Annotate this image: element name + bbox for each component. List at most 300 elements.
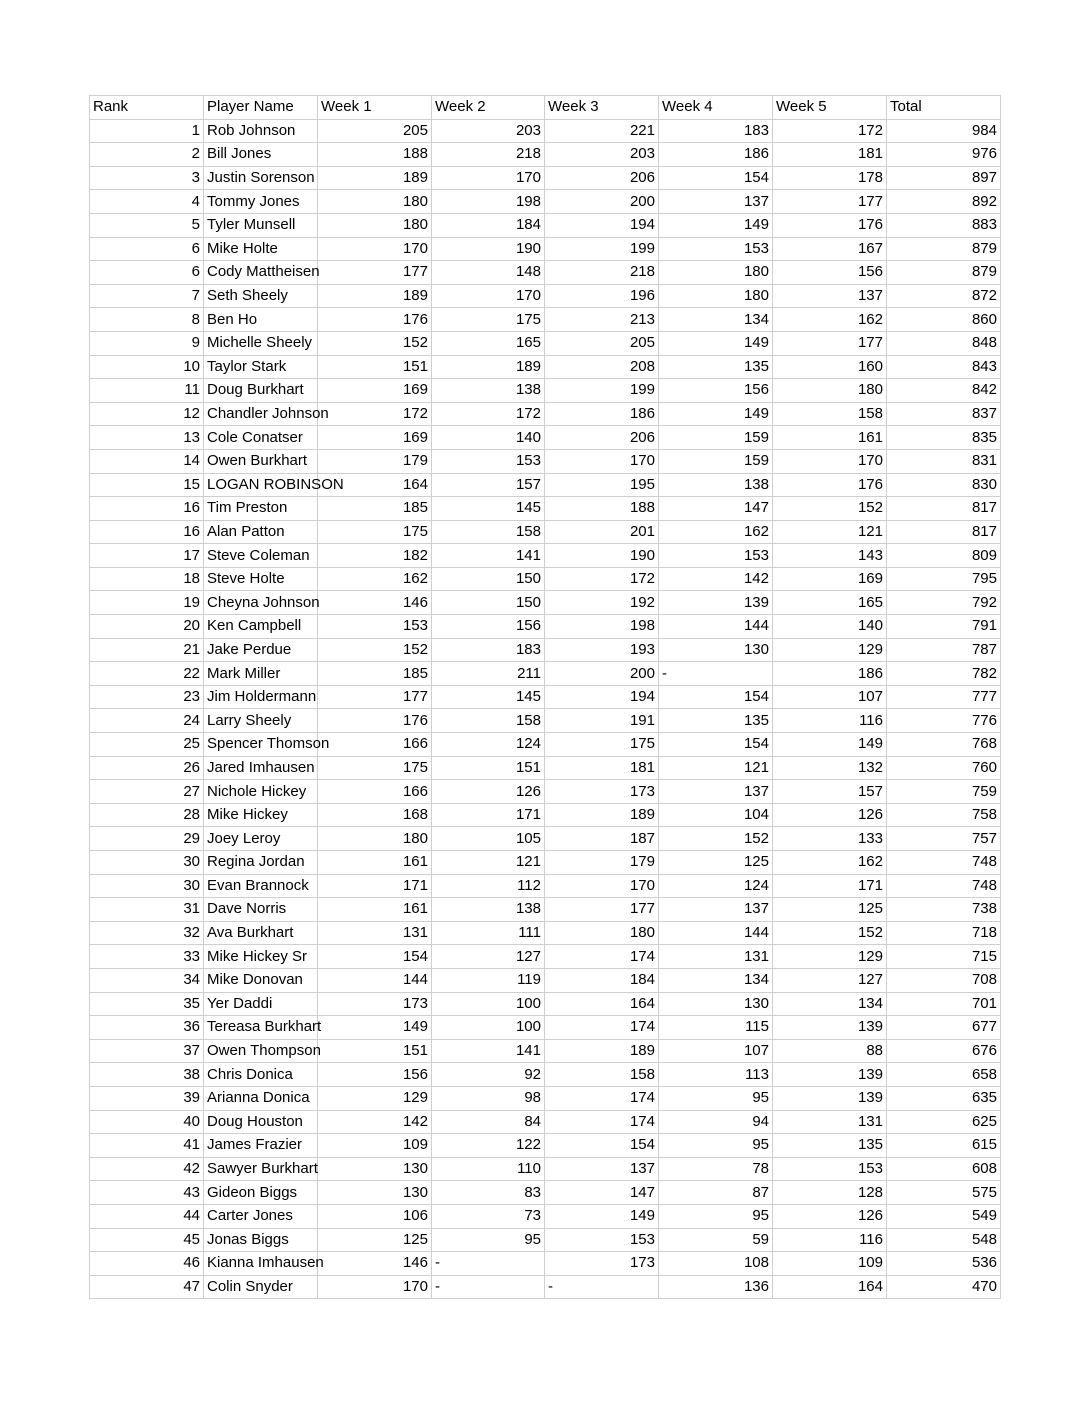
cell-total: 791 (887, 615, 1001, 639)
cell-week-1: 151 (318, 355, 432, 379)
cell-week-1: 151 (318, 1039, 432, 1063)
table-row (90, 426, 1001, 450)
cell-week-2: 170 (432, 166, 545, 190)
table-row (90, 1086, 1001, 1110)
cell-week-2: 73 (432, 1204, 545, 1228)
table-row (90, 1016, 1001, 1040)
cell-week-3: 179 (545, 851, 659, 875)
cell-total: 768 (887, 733, 1001, 757)
cell-rank: 3 (90, 166, 204, 190)
cell-total: 776 (887, 709, 1001, 733)
header-week-2: Week 2 (432, 96, 545, 120)
table-row (90, 166, 1001, 190)
table-row (90, 567, 1001, 591)
cell-player-name: Doug Houston (204, 1110, 318, 1134)
table-row (90, 1228, 1001, 1252)
cell-week-3: 201 (545, 520, 659, 544)
cell-player-name: Alan Patton (204, 520, 318, 544)
cell-week-1: 175 (318, 520, 432, 544)
cell-week-5: 125 (773, 898, 887, 922)
cell-total: 748 (887, 851, 1001, 875)
cell-total: 830 (887, 473, 1001, 497)
cell-week-2: 110 (432, 1157, 545, 1181)
cell-week-3: 198 (545, 615, 659, 639)
cell-rank: 22 (90, 662, 204, 686)
cell-rank: 40 (90, 1110, 204, 1134)
table-row (90, 968, 1001, 992)
cell-week-2: 100 (432, 1016, 545, 1040)
cell-week-5: 134 (773, 992, 887, 1016)
cell-week-3: 189 (545, 803, 659, 827)
cell-week-1: 146 (318, 591, 432, 615)
cell-week-2: 127 (432, 945, 545, 969)
cell-player-name: Tommy Jones (204, 190, 318, 214)
cell-week-1: 146 (318, 1252, 432, 1276)
cell-player-name: Rob Johnson (204, 119, 318, 143)
cell-total: 892 (887, 190, 1001, 214)
cell-week-2: 138 (432, 379, 545, 403)
cell-player-name: Ken Campbell (204, 615, 318, 639)
cell-player-name: Tereasa Burkhart (204, 1016, 318, 1040)
cell-player-name: Tim Preston (204, 497, 318, 521)
cell-week-5: 177 (773, 331, 887, 355)
cell-total: 701 (887, 992, 1001, 1016)
cell-total: 677 (887, 1016, 1001, 1040)
cell-week-4: 94 (659, 1110, 773, 1134)
cell-week-4: 154 (659, 685, 773, 709)
cell-rank: 16 (90, 520, 204, 544)
cell-week-3: 180 (545, 921, 659, 945)
cell-week-5: 107 (773, 685, 887, 709)
cell-rank: 33 (90, 945, 204, 969)
cell-week-5: 140 (773, 615, 887, 639)
cell-rank: 21 (90, 638, 204, 662)
cell-rank: 11 (90, 379, 204, 403)
cell-total: 843 (887, 355, 1001, 379)
cell-week-1: 130 (318, 1181, 432, 1205)
cell-week-5: 176 (773, 473, 887, 497)
cell-week-4: 135 (659, 355, 773, 379)
cell-week-1: 166 (318, 733, 432, 757)
cell-rank: 12 (90, 402, 204, 426)
cell-week-3: 174 (545, 1110, 659, 1134)
cell-week-4: 125 (659, 851, 773, 875)
cell-rank: 34 (90, 968, 204, 992)
table-row (90, 1275, 1001, 1299)
cell-week-2: 98 (432, 1086, 545, 1110)
cell-week-2: 95 (432, 1228, 545, 1252)
table-row (90, 1204, 1001, 1228)
cell-player-name: Dave Norris (204, 898, 318, 922)
cell-player-name: Ben Ho (204, 308, 318, 332)
cell-week-5: 167 (773, 237, 887, 261)
cell-week-5: 129 (773, 945, 887, 969)
cell-total: 757 (887, 827, 1001, 851)
cell-week-3: 174 (545, 1016, 659, 1040)
cell-week-1: 171 (318, 874, 432, 898)
cell-rank: 27 (90, 780, 204, 804)
cell-week-1: 176 (318, 709, 432, 733)
cell-total: 549 (887, 1204, 1001, 1228)
cell-week-3: 208 (545, 355, 659, 379)
table-row (90, 497, 1001, 521)
cell-week-5: 171 (773, 874, 887, 898)
table-row (90, 520, 1001, 544)
cell-rank: 23 (90, 685, 204, 709)
cell-player-name: Owen Burkhart (204, 449, 318, 473)
table-row (90, 1157, 1001, 1181)
cell-week-1: 162 (318, 567, 432, 591)
cell-total: 831 (887, 449, 1001, 473)
cell-week-3: 200 (545, 190, 659, 214)
cell-week-4: 104 (659, 803, 773, 827)
cell-week-2: 189 (432, 355, 545, 379)
cell-week-3: 137 (545, 1157, 659, 1181)
cell-total: 715 (887, 945, 1001, 969)
cell-week-2: 138 (432, 898, 545, 922)
cell-week-3: 181 (545, 756, 659, 780)
cell-player-name: James Frazier (204, 1134, 318, 1158)
cell-total: 879 (887, 261, 1001, 285)
cell-week-5: 149 (773, 733, 887, 757)
table-row (90, 638, 1001, 662)
table-row (90, 1181, 1001, 1205)
cell-player-name: Colin Snyder (204, 1275, 318, 1299)
cell-week-2: 198 (432, 190, 545, 214)
table-row (90, 851, 1001, 875)
cell-week-5: 132 (773, 756, 887, 780)
table-row (90, 803, 1001, 827)
cell-week-5: 172 (773, 119, 887, 143)
cell-week-2: 158 (432, 520, 545, 544)
cell-total: 738 (887, 898, 1001, 922)
cell-total: 872 (887, 284, 1001, 308)
cell-week-4: 138 (659, 473, 773, 497)
cell-week-4: 59 (659, 1228, 773, 1252)
cell-player-name: Carter Jones (204, 1204, 318, 1228)
cell-rank: 24 (90, 709, 204, 733)
cell-week-3: 177 (545, 898, 659, 922)
table-row (90, 921, 1001, 945)
cell-total: 608 (887, 1157, 1001, 1181)
cell-week-1: 177 (318, 261, 432, 285)
header-week-1: Week 1 (318, 96, 432, 120)
cell-week-3: 196 (545, 284, 659, 308)
cell-week-5: 109 (773, 1252, 887, 1276)
cell-week-2: 170 (432, 284, 545, 308)
cell-week-3: 193 (545, 638, 659, 662)
cell-week-2: 203 (432, 119, 545, 143)
cell-player-name: LOGAN ROBINSON (204, 473, 318, 497)
cell-player-name: Cole Conatser (204, 426, 318, 450)
cell-rank: 16 (90, 497, 204, 521)
cell-total: 837 (887, 402, 1001, 426)
cell-rank: 5 (90, 213, 204, 237)
cell-week-3: 195 (545, 473, 659, 497)
cell-week-4: 136 (659, 1275, 773, 1299)
table-row (90, 685, 1001, 709)
table-row (90, 237, 1001, 261)
cell-total: 835 (887, 426, 1001, 450)
cell-total: 848 (887, 331, 1001, 355)
cell-week-3: 170 (545, 874, 659, 898)
cell-week-3: 174 (545, 945, 659, 969)
cell-player-name: Bill Jones (204, 143, 318, 167)
cell-week-4: 107 (659, 1039, 773, 1063)
cell-week-5: 88 (773, 1039, 887, 1063)
cell-week-2: 126 (432, 780, 545, 804)
cell-week-5: 180 (773, 379, 887, 403)
cell-week-5: 116 (773, 709, 887, 733)
cell-total: 817 (887, 497, 1001, 521)
cell-rank: 42 (90, 1157, 204, 1181)
cell-week-4: 152 (659, 827, 773, 851)
cell-week-2: 83 (432, 1181, 545, 1205)
cell-week-1: 129 (318, 1086, 432, 1110)
cell-week-2: 175 (432, 308, 545, 332)
cell-week-1: 125 (318, 1228, 432, 1252)
cell-week-1: 166 (318, 780, 432, 804)
cell-week-4: 108 (659, 1252, 773, 1276)
cell-rank: 37 (90, 1039, 204, 1063)
cell-rank: 39 (90, 1086, 204, 1110)
table-row (90, 591, 1001, 615)
cell-week-1: 176 (318, 308, 432, 332)
table-row (90, 827, 1001, 851)
cell-rank: 29 (90, 827, 204, 851)
table-row (90, 898, 1001, 922)
cell-week-4: 156 (659, 379, 773, 403)
cell-week-1: 169 (318, 379, 432, 403)
cell-week-3: 173 (545, 1252, 659, 1276)
cell-week-1: 149 (318, 1016, 432, 1040)
cell-week-4: 95 (659, 1204, 773, 1228)
cell-week-5: 127 (773, 968, 887, 992)
cell-week-3: 206 (545, 166, 659, 190)
cell-week-4: 154 (659, 733, 773, 757)
cell-week-3: 213 (545, 308, 659, 332)
cell-week-4: 95 (659, 1086, 773, 1110)
cell-rank: 19 (90, 591, 204, 615)
cell-week-3: 164 (545, 992, 659, 1016)
cell-week-4: 135 (659, 709, 773, 733)
table-row (90, 449, 1001, 473)
cell-week-2: 92 (432, 1063, 545, 1087)
cell-rank: 35 (90, 992, 204, 1016)
cell-week-5: 169 (773, 567, 887, 591)
table-row (90, 284, 1001, 308)
cell-week-5: 152 (773, 921, 887, 945)
cell-week-1: 177 (318, 685, 432, 709)
cell-week-4: 137 (659, 898, 773, 922)
cell-rank: 38 (90, 1063, 204, 1087)
cell-week-2: 151 (432, 756, 545, 780)
cell-week-1: 156 (318, 1063, 432, 1087)
cell-week-2: 172 (432, 402, 545, 426)
cell-week-2: 145 (432, 685, 545, 709)
cell-week-1: 185 (318, 497, 432, 521)
cell-player-name: Michelle Sheely (204, 331, 318, 355)
cell-week-2: 150 (432, 567, 545, 591)
cell-week-4: 137 (659, 190, 773, 214)
cell-week-3: 194 (545, 685, 659, 709)
cell-week-2: 84 (432, 1110, 545, 1134)
cell-week-5: 137 (773, 284, 887, 308)
cell-total: 575 (887, 1181, 1001, 1205)
cell-rank: 6 (90, 261, 204, 285)
cell-week-5: 178 (773, 166, 887, 190)
cell-total: 708 (887, 968, 1001, 992)
cell-player-name: Mike Hickey Sr (204, 945, 318, 969)
cell-week-3: 203 (545, 143, 659, 167)
cell-week-2: 153 (432, 449, 545, 473)
cell-player-name: Spencer Thomson (204, 733, 318, 757)
cell-week-1: 169 (318, 426, 432, 450)
cell-total: 635 (887, 1086, 1001, 1110)
table-row (90, 945, 1001, 969)
cell-week-4: - (659, 662, 773, 686)
cell-week-3: 153 (545, 1228, 659, 1252)
cell-rank: 13 (90, 426, 204, 450)
cell-week-3: 147 (545, 1181, 659, 1205)
cell-week-4: 153 (659, 237, 773, 261)
cell-rank: 30 (90, 874, 204, 898)
table-row (90, 261, 1001, 285)
cell-week-5: 176 (773, 213, 887, 237)
cell-total: 879 (887, 237, 1001, 261)
cell-week-5: 143 (773, 544, 887, 568)
cell-week-4: 149 (659, 402, 773, 426)
cell-week-1: 106 (318, 1204, 432, 1228)
table-row (90, 213, 1001, 237)
cell-week-5: 116 (773, 1228, 887, 1252)
cell-week-2: 121 (432, 851, 545, 875)
cell-week-3: - (545, 1275, 659, 1299)
cell-week-5: 164 (773, 1275, 887, 1299)
cell-player-name: Regina Jordan (204, 851, 318, 875)
cell-total: 984 (887, 119, 1001, 143)
cell-week-3: 199 (545, 237, 659, 261)
cell-rank: 2 (90, 143, 204, 167)
cell-total: 548 (887, 1228, 1001, 1252)
cell-player-name: Kianna Imhausen (204, 1252, 318, 1276)
cell-week-4: 137 (659, 780, 773, 804)
cell-week-5: 131 (773, 1110, 887, 1134)
cell-week-1: 182 (318, 544, 432, 568)
cell-total: 777 (887, 685, 1001, 709)
table-row (90, 874, 1001, 898)
cell-week-2: 141 (432, 1039, 545, 1063)
cell-rank: 45 (90, 1228, 204, 1252)
cell-week-3: 154 (545, 1134, 659, 1158)
cell-total: 883 (887, 213, 1001, 237)
cell-rank: 36 (90, 1016, 204, 1040)
cell-week-4: 124 (659, 874, 773, 898)
cell-player-name: Steve Coleman (204, 544, 318, 568)
cell-player-name: Taylor Stark (204, 355, 318, 379)
cell-week-4: 153 (659, 544, 773, 568)
cell-week-1: 185 (318, 662, 432, 686)
cell-week-3: 189 (545, 1039, 659, 1063)
cell-player-name: Cheyna Johnson (204, 591, 318, 615)
cell-week-4: 139 (659, 591, 773, 615)
cell-total: 536 (887, 1252, 1001, 1276)
cell-week-2: 145 (432, 497, 545, 521)
header-rank: Rank (90, 96, 204, 120)
cell-player-name: Evan Brannock (204, 874, 318, 898)
cell-week-3: 149 (545, 1204, 659, 1228)
header-row (90, 96, 1001, 120)
cell-week-4: 134 (659, 968, 773, 992)
cell-week-2: 183 (432, 638, 545, 662)
cell-rank: 6 (90, 237, 204, 261)
cell-week-4: 144 (659, 615, 773, 639)
cell-week-1: 188 (318, 143, 432, 167)
cell-week-3: 172 (545, 567, 659, 591)
cell-week-4: 159 (659, 426, 773, 450)
table-row (90, 473, 1001, 497)
cell-week-2: 148 (432, 261, 545, 285)
cell-week-3: 173 (545, 780, 659, 804)
cell-week-4: 87 (659, 1181, 773, 1205)
cell-rank: 28 (90, 803, 204, 827)
cell-week-1: 175 (318, 756, 432, 780)
cell-week-2: - (432, 1252, 545, 1276)
cell-player-name: Mike Hickey (204, 803, 318, 827)
cell-total: 748 (887, 874, 1001, 898)
cell-week-4: 147 (659, 497, 773, 521)
cell-player-name: Justin Sorenson (204, 166, 318, 190)
cell-player-name: Jared Imhausen (204, 756, 318, 780)
cell-week-1: 130 (318, 1157, 432, 1181)
header-total: Total (887, 96, 1001, 120)
cell-player-name: Tyler Munsell (204, 213, 318, 237)
table-row (90, 190, 1001, 214)
cell-total: 758 (887, 803, 1001, 827)
table-row (90, 756, 1001, 780)
cell-rank: 17 (90, 544, 204, 568)
cell-week-5: 181 (773, 143, 887, 167)
cell-week-3: 170 (545, 449, 659, 473)
cell-rank: 10 (90, 355, 204, 379)
cell-player-name: Arianna Donica (204, 1086, 318, 1110)
cell-week-3: 194 (545, 213, 659, 237)
cell-week-5: 129 (773, 638, 887, 662)
cell-week-1: 152 (318, 331, 432, 355)
cell-rank: 14 (90, 449, 204, 473)
cell-week-2: 100 (432, 992, 545, 1016)
cell-week-3: 199 (545, 379, 659, 403)
standings-table (89, 95, 1001, 1299)
table-row (90, 733, 1001, 757)
cell-week-3: 158 (545, 1063, 659, 1087)
cell-week-1: 170 (318, 1275, 432, 1299)
cell-rank: 44 (90, 1204, 204, 1228)
cell-total: 976 (887, 143, 1001, 167)
cell-week-5: 162 (773, 308, 887, 332)
cell-player-name: Mark Miller (204, 662, 318, 686)
table-row (90, 615, 1001, 639)
cell-week-3: 191 (545, 709, 659, 733)
cell-week-1: 180 (318, 213, 432, 237)
cell-player-name: Larry Sheely (204, 709, 318, 733)
cell-week-4: 115 (659, 1016, 773, 1040)
cell-week-2: 105 (432, 827, 545, 851)
cell-week-5: 126 (773, 1204, 887, 1228)
cell-week-3: 218 (545, 261, 659, 285)
cell-week-1: 173 (318, 992, 432, 1016)
cell-week-5: 186 (773, 662, 887, 686)
